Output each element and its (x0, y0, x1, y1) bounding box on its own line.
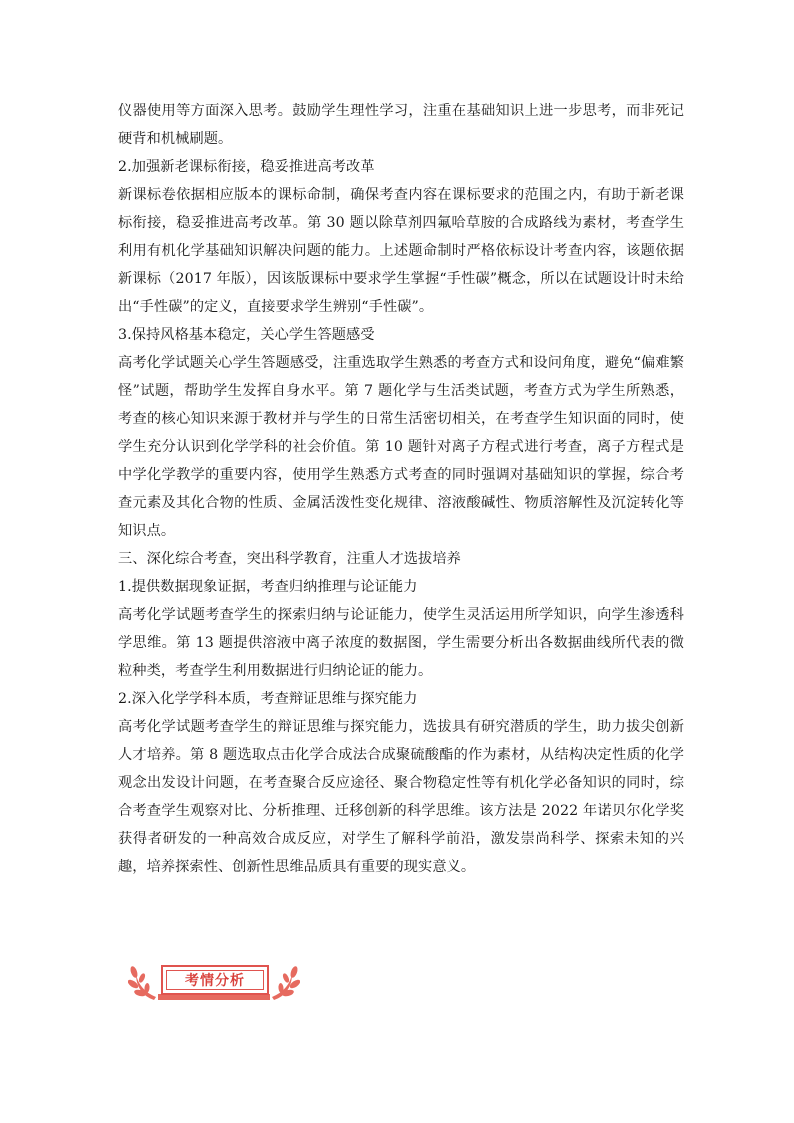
subheading-2b: 2.深入化学学科本质，考查辩证思维与探究能力 (118, 691, 418, 707)
subheading-3: 3.保持风格基本稳定，关心学生答题感受 (118, 327, 375, 343)
paragraph-data-evidence: 高考化学试题考查学生的探索归纳与论证能力，使学生灵活运用所学知识，向学生渗透科学思维。第 13 题提供溶液中离子浓度的数据图，学生需要分析出各数据曲线所代表的微粒种类，考查学生利用数据进行归纳论证的能力。 (118, 607, 684, 679)
subheading-1: 1.提供数据现象证据，考查归纳推理与论证能力 (118, 579, 418, 595)
subheading-2: 2.加强新老课标衔接，稳妥推进高考改革 (118, 159, 375, 175)
document-body (118, 97, 684, 881)
section-heading-3: 三、深化综合考查，突出科学教育，注重人才选拔培养 (118, 551, 461, 567)
paragraph-continuation: 仪器使用等方面深入思考。鼓励学生理性学习，注重在基础知识上进一步思考，而非死记硬背和机械刷题。 (118, 103, 684, 147)
badge-frame (161, 965, 269, 995)
paragraph-curriculum: 新课标卷依据相应版本的课标命制，确保考查内容在课标要求的范围之内，有助于新老课标衔接，稳妥推进高考改革。第 30 题以除草剂四氟哈草胺的合成路线为素材，考查学生利用有机化学基础知识解决问题的能力。上述题命制时严格依标设计考查内容，该题依据新课标（2017 年版），因该版课标中要求学生掌握“手性碳”概念，所以在试题设计时未给出“手性碳”的定义，直接要求学生辨别“手性碳”。 (118, 187, 684, 315)
paragraph-dialectical: 高考化学试题考查学生的辩证思维与探究能力，选拔具有研究潜质的学生，助力拔尖创新人才培养。第 8 题选取点击化学合成法合成聚硫酸酯的作为素材，从结构决定性质的化学观念出发设计问题，在考查聚合反应途径、聚合物稳定性等有机化学必备知识的同时，综合考查学生观察对比、分析推理、迁移创新的科学思维。该方法是 2022 年诺贝尔化学奖获得者研发的一种高效合成反应，对学生了解科学前沿，激发崇尚科学、探索未知的兴趣，培养探索性、创新性思维品质具有重要的现实意义。 (118, 719, 684, 875)
section-badge (128, 962, 300, 1002)
badge-label: 考情分析 (185, 973, 245, 989)
paragraph-style: 高考化学试题关心学生答题感受，注重选取学生熟悉的考查方式和设问角度，避免“偏难繁怪”试题，帮助学生发挥自身水平。第 7 题化学与生活类试题，考查方式为学生所熟悉，考查的核心知识来源于教材并与学生的日常生活密切相关，在考查学生知识面的同时，使学生充分认识到化学学科的社会价值。第 10 题针对离子方程式进行考查，离子方程式是中学化学教学的重要内容，使用学生熟悉方式考查的同时强调对基础知识的掌握，综合考查元素及其化合物的性质、金属活泼性变化规律、溶液酸碱性、物质溶解性及沉淀转化等知识点。 (118, 355, 684, 539)
